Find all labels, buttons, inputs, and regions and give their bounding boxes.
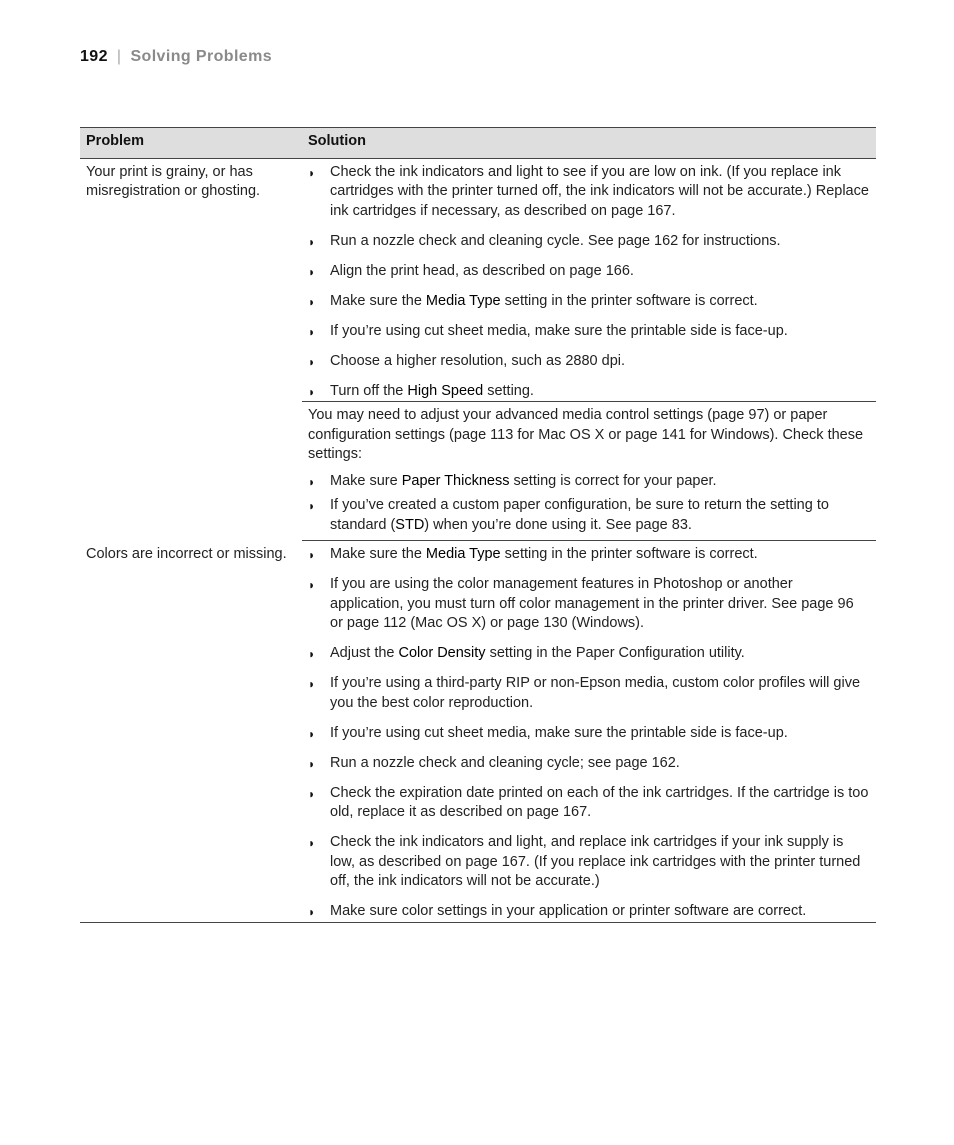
bullet-icon: ◗ — [308, 499, 316, 513]
bullet-icon: ◗ — [308, 165, 316, 180]
list-item: ◗ Run a nozzle check and cleaning cycle; see page 162. — [308, 754, 870, 774]
problem-cell — [80, 158, 302, 541]
list-item: ◗ Run a nozzle check and cleaning cycle. See page 162 for instructions. — [308, 232, 870, 252]
list-item: ◗ Make sure Paper Thickness setting is correct for your paper. — [308, 472, 870, 492]
page-number: 192 — [80, 48, 108, 65]
solution-cell — [302, 402, 876, 541]
section-title: Solving Problems — [130, 48, 273, 65]
list-item: ◗ If you’re using a third-party RIP or non-Epson media, custom color profiles will give you the best color reproduction. — [308, 675, 861, 711]
list-item: ◗ Choose a higher resolution, such as 2880 dpi. — [308, 352, 870, 372]
list-item: ◗ Check the ink indicators and light, and replace ink cartridges if your ink supply is low, as described on page 167. (If you replace ink cartridges with the printer turned off, the ink indicators will not be accurate.) — [308, 834, 861, 889]
bullet-icon: ◗ — [308, 294, 316, 309]
problem-cell — [80, 541, 302, 923]
setting-name: STD — [395, 516, 425, 533]
list-item: ◗ If you’re using cut sheet media, make sure the printable side is face-up. — [308, 724, 870, 744]
column-header-problem: Problem — [80, 128, 302, 159]
list-item: ◗ If you are using the color management features in Photoshop or another application, you must turn off color management in the printer driver. See page 96 or page 112 (Mac OS X) or page 130 (Windows). — [308, 576, 854, 631]
setting-name: Paper Thickness — [401, 472, 510, 489]
running-header — [80, 48, 272, 66]
solution-cell — [302, 541, 876, 923]
bullet-icon: ◗ — [308, 726, 316, 741]
setting-name: Color Density — [398, 645, 486, 661]
list-item: ◗ Turn off the High Speed setting. — [308, 382, 870, 402]
solution-cell — [302, 158, 876, 402]
problem-text: Colors are incorrect or missing. — [86, 545, 287, 562]
problem-text: Your print is grainy, or has misregistration or ghosting. — [86, 163, 261, 199]
table-row — [80, 158, 876, 402]
bullet-icon: ◗ — [308, 677, 316, 691]
list-item: ◗ Adjust the Color Density setting in the Paper Configuration utility. — [308, 644, 870, 664]
bullet-icon: ◗ — [308, 234, 316, 249]
troubleshooting-table — [80, 127, 876, 923]
setting-name: Media Type — [425, 292, 501, 309]
table-header-row — [80, 128, 876, 159]
bullet-icon: ◗ — [308, 647, 316, 661]
bullet-icon: ◗ — [308, 324, 316, 339]
list-item: ◗ Make sure the Media Type setting in the printer software is correct. — [308, 545, 870, 565]
list-item: ◗ If you’ve created a custom paper configuration, be sure to return the setting to standard (STD) when you’re done using it. See page 83. — [308, 497, 829, 533]
setting-name: Media Type — [425, 546, 501, 562]
header-separator: | — [116, 48, 122, 65]
solution-list — [308, 163, 870, 402]
advanced-settings-intro: You may need to adjust your advanced media control settings (page 97) or paper configuration settings (page 113 for Mac OS X or page 141 for Windows). Check these settings: — [308, 407, 864, 462]
column-header-solution: Solution — [302, 128, 876, 159]
list-item: ◗ Align the print head, as described on page 166. — [308, 262, 870, 282]
solution-list — [308, 545, 870, 922]
table-row — [80, 541, 876, 923]
list-item: ◗ If you’re using cut sheet media, make sure the printable side is face-up. — [308, 322, 870, 342]
bullet-icon: ◗ — [308, 905, 316, 919]
setting-name: High Speed — [407, 382, 484, 399]
bullet-icon: ◗ — [308, 354, 316, 369]
list-item: ◗ Make sure color settings in your application or printer software are correct. — [308, 902, 870, 922]
bullet-icon: ◗ — [308, 786, 316, 801]
list-item: ◗ Check the ink indicators and light to see if you are low on ink. (If you replace ink cartridges with the printer turned off, the ink indicators will not be accurate.) Replace ink cartridges if necessary, as described on page 167. — [308, 163, 869, 219]
bullet-icon: ◗ — [308, 548, 316, 562]
solution-list — [308, 472, 870, 536]
list-item: ◗ Check the expiration date printed on each of the ink cartridges. If the cartridge is too old, replace it as described on page 167. — [308, 784, 869, 820]
bullet-icon: ◗ — [308, 474, 316, 489]
bullet-icon: ◗ — [308, 578, 316, 592]
bullet-icon: ◗ — [308, 384, 316, 399]
bullet-icon: ◗ — [308, 264, 316, 279]
bullet-icon: ◗ — [308, 836, 316, 850]
list-item: ◗ Make sure the Media Type setting in the printer software is correct. — [308, 292, 870, 312]
bullet-icon: ◗ — [308, 756, 316, 771]
